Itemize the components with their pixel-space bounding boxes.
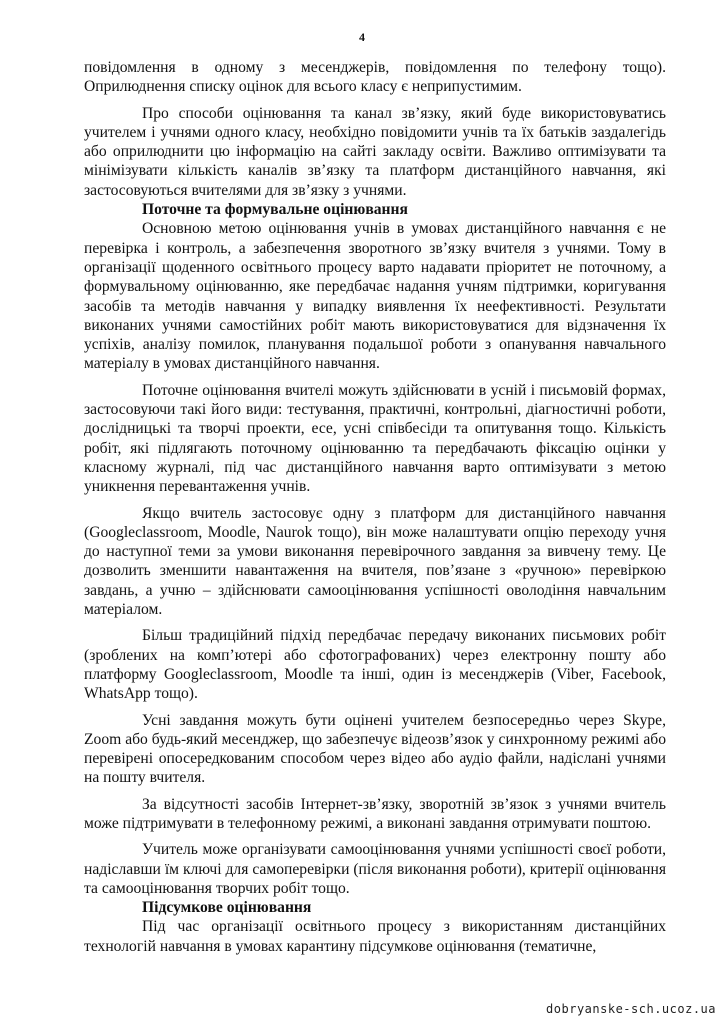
paragraph: повідомлення в одному з месенджерів, повідомлення по телефону тощо). Оприлюднення списку оцінок для всього класу є неприпустимим.	[84, 59, 666, 96]
paragraph: Більш традиційний підхід передбачає передачу виконаних письмових робіт (зроблених на комп’ютері або сфотографованих) через електронну пошту або платформу Googleclassroom, Moodle та інші, один із месенджерів (Viber, Facebook, WhatsApp тощо).	[84, 627, 666, 703]
paragraph: Поточне оцінювання вчителі можуть здійснювати в усній і письмовій формах, застосовуючи такі його види: тестування, практичні, контрольні, діагностичні роботи, дослідницькі та творчі проекти, есе, усні співбесіди та опитування тощо. Кількість робіт, які підлягають поточному оцінюванню та передбачають фіксацію оцінки у класному журналі, під час дистанційного навчання варто оптимізувати з метою уникнення перевантаження учнів.	[84, 381, 666, 496]
paragraph: Усні завдання можуть бути оцінені учителем безпосередньо через Skype, Zoom або будь-який месенджер, що забезпечує відеозв’язок у синхронному режимі або перевірені опосередкованим способом через відео або аудіо файли, надіслані учнями на пошту вчителя.	[84, 711, 666, 787]
paragraph: Учитель може організувати самооцінювання учнями успішності своєї роботи, надіславши їм ключі для самоперевірки (після виконання роботи), критерії оцінювання та самооцінювання творчих робіт тощо.	[84, 841, 666, 897]
site-watermark: dobryanske-sch.ucoz.ua	[546, 1002, 716, 1016]
section-heading-final-assessment: Підсумкове оцінювання	[142, 899, 312, 917]
paragraph: Про способи оцінювання та канал зв’язку, який буде використовуватись учителем і учнями одного класу, необхідно повідомити учнів та їх батьків заздалегідь або оприлюднити цю інформацію на сайті закладу освіти. Важливо оптимізувати та мінімізувати кількість каналів зв’язку та платформ дистанційного навчання, які застосовуються вчителями для зв’язку з учнями.	[84, 104, 666, 199]
page-number: 4	[359, 30, 365, 44]
paragraph: Основною метою оцінювання учнів в умовах дистанційного навчання є не перевірка і контроль, а забезпечення зворотного зв’язку вчителя з учнями. Тому в організації щоденного освітнього процесу варто надавати пріоритет не поточному, а формувальному оцінюванню, яке передбачає надання учням підтримки, коригування засобів та методів навчання у випадку виявлення їх неефективності. Результати виконаних учнями самостійних робіт мають використовуватися для відзначення їх успіхів, аналізу помилок, планування подальшої роботи з опанування навчального матеріалу в умовах дистанційного навчання.	[84, 220, 666, 373]
section-heading-current-assessment: Поточне та формувальне оцінювання	[142, 201, 408, 219]
document-body	[84, 58, 666, 956]
paragraph: Якщо вчитель застосовує одну з платформ для дистанційного навчання (Googleclassroom, Moodle, Naurok тощо), він може налаштувати опцію переходу учня до наступної теми за умови виконання перевірочного завдання за вивчену тему. Це дозволить зменшити навантаження на вчителя, пов’язане з «ручною» перевіркою завдань, а учню – здійснювати самооцінювання успішності оволодіння навчальним матеріалом.	[84, 504, 666, 619]
paragraph: Під час організації освітнього процесу з використанням дистанційних технологій навчання в умовах карантину підсумкове оцінювання (тематичне,	[84, 918, 666, 955]
paragraph: За відсутності засобів Інтернет-зв’язку, зворотній зв’язок з учнями вчитель може підтримувати в телефонному режимі, а виконані завдання отримувати поштою.	[84, 795, 666, 832]
